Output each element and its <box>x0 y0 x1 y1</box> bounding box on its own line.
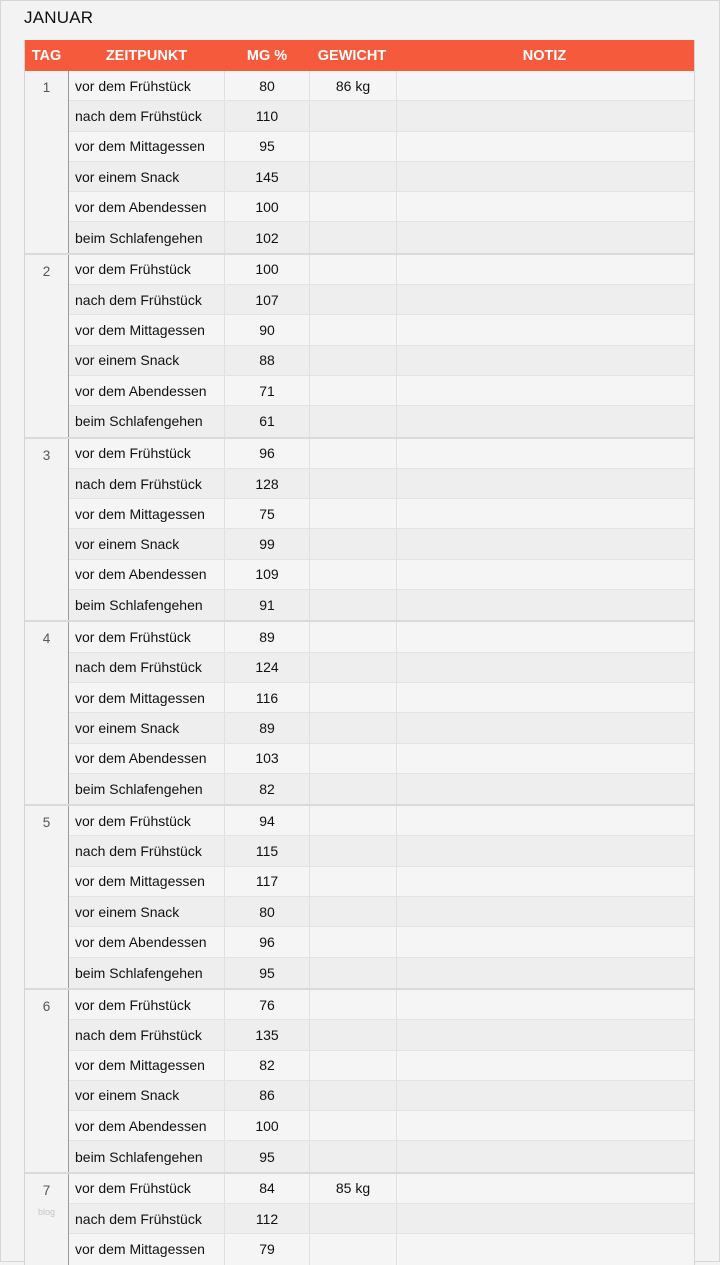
notiz-cell <box>397 499 694 528</box>
gewicht-cell <box>310 469 397 498</box>
zeitpunkt-cell: beim Schlafengehen <box>69 406 225 436</box>
mg-cell: 80 <box>225 71 310 100</box>
day-number: 5 <box>42 815 51 831</box>
day-group <box>25 437 694 621</box>
mg-cell: 80 <box>225 897 310 926</box>
gewicht-cell <box>310 897 397 926</box>
notiz-cell <box>397 346 694 375</box>
table-row <box>69 990 694 1020</box>
day-rows <box>69 806 694 988</box>
notiz-cell <box>397 1020 694 1049</box>
notiz-cell <box>397 469 694 498</box>
zeitpunkt-cell: beim Schlafengehen <box>69 774 225 804</box>
mg-cell: 145 <box>225 162 310 191</box>
gewicht-cell <box>310 1111 397 1140</box>
day-cell <box>25 1174 69 1265</box>
table-row <box>69 1051 694 1081</box>
table-row <box>69 1234 694 1264</box>
day-rows <box>69 71 694 253</box>
zeitpunkt-cell: vor dem Frühstück <box>69 255 225 284</box>
gewicht-cell <box>310 806 397 835</box>
gewicht-cell: 86 kg <box>310 71 397 100</box>
gewicht-cell <box>310 376 397 405</box>
zeitpunkt-cell: nach dem Frühstück <box>69 653 225 682</box>
day-number: 6 <box>42 998 51 1014</box>
zeitpunkt-cell: vor dem Frühstück <box>69 990 225 1019</box>
mg-cell: 91 <box>225 590 310 620</box>
table-row <box>69 590 694 620</box>
day-number: 3 <box>42 447 51 463</box>
mg-cell: 116 <box>225 683 310 712</box>
day-group <box>25 1172 694 1265</box>
notiz-cell <box>397 192 694 221</box>
mg-cell: 128 <box>225 469 310 498</box>
gewicht-cell <box>310 529 397 558</box>
notiz-cell <box>397 255 694 284</box>
table-row <box>69 222 694 252</box>
mg-cell: 61 <box>225 406 310 436</box>
gewicht-cell <box>310 653 397 682</box>
mg-cell: 99 <box>225 529 310 558</box>
day-group <box>25 620 694 804</box>
table-row <box>69 192 694 222</box>
mg-cell: 117 <box>225 867 310 896</box>
notiz-cell <box>397 590 694 620</box>
notiz-cell <box>397 529 694 558</box>
notiz-cell <box>397 806 694 835</box>
gewicht-cell <box>310 1141 397 1171</box>
zeitpunkt-cell: vor dem Abendessen <box>69 744 225 773</box>
table-row <box>69 315 694 345</box>
day-number: 7 <box>42 1182 51 1198</box>
mg-cell: 75 <box>225 499 310 528</box>
gewicht-cell <box>310 346 397 375</box>
notiz-cell <box>397 622 694 651</box>
day-cell <box>25 990 69 1172</box>
mg-cell: 71 <box>225 376 310 405</box>
day-rows <box>69 622 694 804</box>
gewicht-cell <box>310 560 397 589</box>
table-row <box>69 836 694 866</box>
gewicht-cell <box>310 499 397 528</box>
gewicht-cell <box>310 439 397 468</box>
gewicht-cell <box>310 622 397 651</box>
day-cell <box>25 806 69 988</box>
notiz-cell <box>397 315 694 344</box>
gewicht-cell <box>310 713 397 742</box>
mg-cell: 95 <box>225 1141 310 1171</box>
gewicht-cell <box>310 744 397 773</box>
notiz-cell <box>397 376 694 405</box>
mg-cell: 115 <box>225 836 310 865</box>
table-row <box>69 529 694 559</box>
zeitpunkt-cell: beim Schlafengehen <box>69 222 225 252</box>
day-rows <box>69 439 694 621</box>
zeitpunkt-cell: vor dem Frühstück <box>69 622 225 651</box>
zeitpunkt-cell: vor einem Snack <box>69 713 225 742</box>
table-row <box>69 1141 694 1171</box>
day-number: 1 <box>42 80 51 95</box>
day-number: 2 <box>42 263 51 279</box>
header-tag: TAG <box>31 47 62 64</box>
zeitpunkt-cell: vor dem Mittagessen <box>69 683 225 712</box>
mg-cell: 88 <box>225 346 310 375</box>
zeitpunkt-cell: vor dem Frühstück <box>69 1174 225 1203</box>
mg-cell: 103 <box>225 744 310 773</box>
notiz-cell <box>397 162 694 191</box>
mg-cell: 89 <box>225 622 310 651</box>
day-group <box>25 71 694 253</box>
zeitpunkt-cell: nach dem Frühstück <box>69 285 225 314</box>
header-mg: MG % <box>246 47 288 64</box>
header-gewicht: GEWICHT <box>317 47 387 64</box>
notiz-cell <box>397 774 694 804</box>
table-row <box>69 439 694 469</box>
mg-cell: 107 <box>225 285 310 314</box>
table-row <box>69 683 694 713</box>
notiz-cell <box>397 713 694 742</box>
table-row <box>69 285 694 315</box>
day-rows <box>69 990 694 1172</box>
notiz-cell <box>397 744 694 773</box>
mg-cell: 96 <box>225 439 310 468</box>
notiz-cell <box>397 927 694 956</box>
gewicht-cell <box>310 927 397 956</box>
gewicht-cell <box>310 836 397 865</box>
header-notiz: NOTIZ <box>522 47 567 64</box>
notiz-cell <box>397 285 694 314</box>
glucose-log-table <box>24 40 695 1265</box>
mg-cell: 124 <box>225 653 310 682</box>
mg-cell: 135 <box>225 1020 310 1049</box>
gewicht-cell <box>310 192 397 221</box>
zeitpunkt-cell: vor dem Mittagessen <box>69 1234 225 1264</box>
table-row <box>69 744 694 774</box>
mg-cell: 100 <box>225 255 310 284</box>
table-row <box>69 346 694 376</box>
mg-cell: 96 <box>225 927 310 956</box>
table-row <box>69 653 694 683</box>
day-cell <box>25 71 69 253</box>
mg-cell: 100 <box>225 192 310 221</box>
gewicht-cell <box>310 315 397 344</box>
mg-cell: 100 <box>225 1111 310 1140</box>
table-row <box>69 1081 694 1111</box>
notiz-cell <box>397 1174 694 1203</box>
table-row <box>69 406 694 436</box>
zeitpunkt-cell: beim Schlafengehen <box>69 958 225 988</box>
mg-cell: 95 <box>225 132 310 161</box>
mg-cell: 76 <box>225 990 310 1019</box>
mg-cell: 112 <box>225 1204 310 1233</box>
page-title: JANUAR <box>24 8 94 27</box>
table-row <box>69 1020 694 1050</box>
gewicht-cell <box>310 255 397 284</box>
zeitpunkt-cell: vor einem Snack <box>69 897 225 926</box>
zeitpunkt-cell: vor einem Snack <box>69 1081 225 1110</box>
gewicht-cell <box>310 1234 397 1264</box>
gewicht-cell <box>310 958 397 988</box>
notiz-cell <box>397 1141 694 1171</box>
mg-cell: 95 <box>225 958 310 988</box>
zeitpunkt-cell: vor dem Abendessen <box>69 376 225 405</box>
table-row <box>69 713 694 743</box>
mg-cell: 82 <box>225 774 310 804</box>
table-row <box>69 376 694 406</box>
zeitpunkt-cell: vor dem Frühstück <box>69 71 225 100</box>
notiz-cell <box>397 958 694 988</box>
mg-cell: 102 <box>225 222 310 252</box>
zeitpunkt-cell: vor dem Frühstück <box>69 806 225 835</box>
header-zeitpunkt: ZEITPUNKT <box>105 47 188 64</box>
mg-cell: 90 <box>225 315 310 344</box>
notiz-cell <box>397 1111 694 1140</box>
table-row <box>69 499 694 529</box>
day-group <box>25 804 694 988</box>
notiz-cell <box>397 222 694 252</box>
mg-cell: 86 <box>225 1081 310 1110</box>
mg-cell: 109 <box>225 560 310 589</box>
notiz-cell <box>397 132 694 161</box>
notiz-cell <box>397 406 694 436</box>
notiz-cell <box>397 1204 694 1233</box>
mg-cell: 82 <box>225 1051 310 1080</box>
table-body <box>25 71 694 1265</box>
day-cell <box>25 439 69 621</box>
table-row <box>69 469 694 499</box>
notiz-cell <box>397 439 694 468</box>
gewicht-cell <box>310 1081 397 1110</box>
table-row <box>69 162 694 192</box>
mg-cell: 89 <box>225 713 310 742</box>
notiz-cell <box>397 1051 694 1080</box>
mg-cell: 110 <box>225 101 310 130</box>
table-row <box>69 71 694 101</box>
zeitpunkt-cell: vor dem Mittagessen <box>69 132 225 161</box>
gewicht-cell <box>310 132 397 161</box>
zeitpunkt-cell: vor einem Snack <box>69 529 225 558</box>
day-rows <box>69 255 694 437</box>
gewicht-cell <box>310 1051 397 1080</box>
gewicht-cell <box>310 990 397 1019</box>
notiz-cell <box>397 71 694 100</box>
day-group <box>25 253 694 437</box>
zeitpunkt-cell: beim Schlafengehen <box>69 1141 225 1171</box>
zeitpunkt-cell: vor einem Snack <box>69 162 225 191</box>
gewicht-cell <box>310 1204 397 1233</box>
zeitpunkt-cell: vor dem Abendessen <box>69 192 225 221</box>
zeitpunkt-cell: nach dem Frühstück <box>69 1204 225 1233</box>
zeitpunkt-cell: beim Schlafengehen <box>69 590 225 620</box>
zeitpunkt-cell: vor dem Frühstück <box>69 439 225 468</box>
zeitpunkt-cell: vor dem Abendessen <box>69 560 225 589</box>
watermark-text: blog <box>37 1206 55 1217</box>
notiz-cell <box>397 836 694 865</box>
notiz-cell <box>397 683 694 712</box>
table-row <box>69 1111 694 1141</box>
table-header <box>25 40 694 71</box>
table-row <box>69 622 694 652</box>
zeitpunkt-cell: vor dem Mittagessen <box>69 499 225 528</box>
zeitpunkt-cell: vor einem Snack <box>69 346 225 375</box>
gewicht-cell <box>310 867 397 896</box>
day-group <box>25 988 694 1172</box>
table-row <box>69 255 694 285</box>
notiz-cell <box>397 1081 694 1110</box>
notiz-cell <box>397 867 694 896</box>
notiz-cell <box>397 990 694 1019</box>
notiz-cell <box>397 1234 694 1264</box>
gewicht-cell <box>310 774 397 804</box>
gewicht-cell <box>310 1020 397 1049</box>
zeitpunkt-cell: vor dem Abendessen <box>69 1111 225 1140</box>
zeitpunkt-cell: vor dem Mittagessen <box>69 1051 225 1080</box>
gewicht-cell <box>310 406 397 436</box>
table-row <box>69 897 694 927</box>
zeitpunkt-cell: nach dem Frühstück <box>69 1020 225 1049</box>
table-row <box>69 867 694 897</box>
zeitpunkt-cell: vor dem Mittagessen <box>69 867 225 896</box>
day-cell <box>25 255 69 437</box>
notiz-cell <box>397 653 694 682</box>
mg-cell: 79 <box>225 1234 310 1264</box>
table-row <box>69 806 694 836</box>
table-row <box>69 1174 694 1204</box>
table-row <box>69 774 694 804</box>
notiz-cell <box>397 897 694 926</box>
table-row <box>69 560 694 590</box>
table-row <box>69 1204 694 1234</box>
gewicht-cell <box>310 222 397 252</box>
day-number: 4 <box>42 631 51 647</box>
zeitpunkt-cell: vor dem Mittagessen <box>69 315 225 344</box>
zeitpunkt-cell: nach dem Frühstück <box>69 836 225 865</box>
gewicht-cell: 85 kg <box>310 1174 397 1203</box>
table-row <box>69 132 694 162</box>
day-cell <box>25 622 69 804</box>
mg-cell: 94 <box>225 806 310 835</box>
table-row <box>69 101 694 131</box>
notiz-cell <box>397 560 694 589</box>
gewicht-cell <box>310 162 397 191</box>
gewicht-cell <box>310 683 397 712</box>
notiz-cell <box>397 101 694 130</box>
table-row <box>69 958 694 988</box>
zeitpunkt-cell: vor dem Abendessen <box>69 927 225 956</box>
mg-cell: 84 <box>225 1174 310 1203</box>
gewicht-cell <box>310 101 397 130</box>
day-rows <box>69 1174 694 1265</box>
table-row <box>69 927 694 957</box>
zeitpunkt-cell: nach dem Frühstück <box>69 101 225 130</box>
zeitpunkt-cell: nach dem Frühstück <box>69 469 225 498</box>
gewicht-cell <box>310 590 397 620</box>
gewicht-cell <box>310 285 397 314</box>
